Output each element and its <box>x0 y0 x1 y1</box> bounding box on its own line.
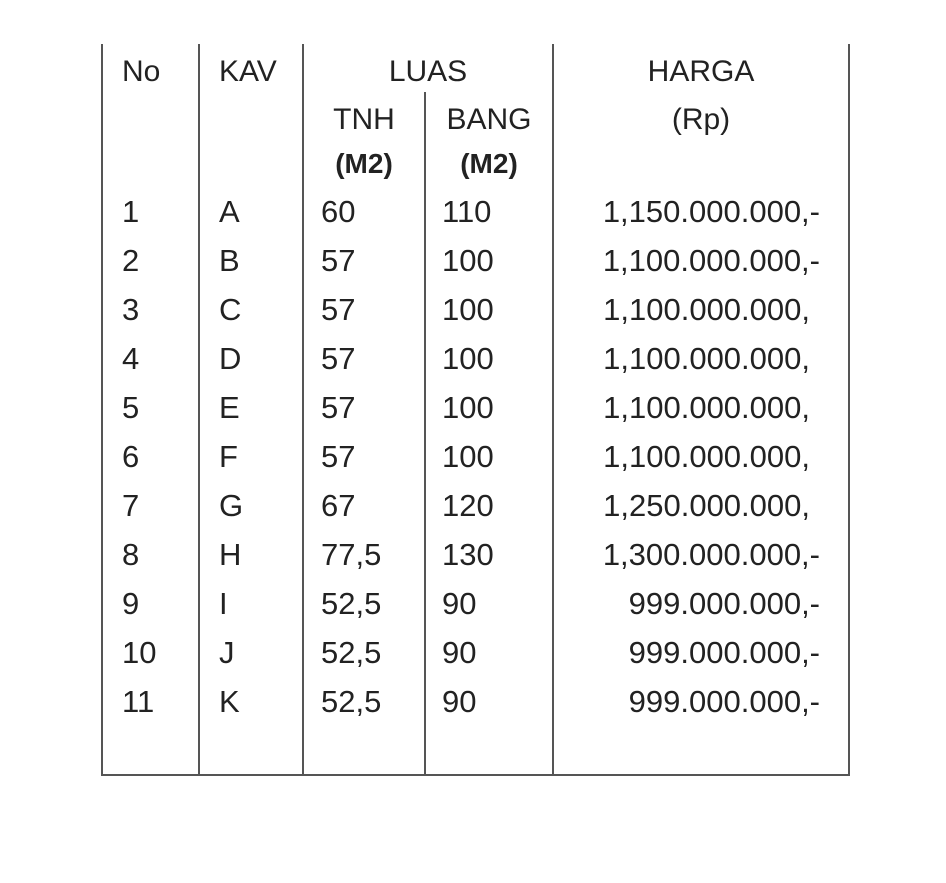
row-harga: 1,100.000.000, <box>603 341 810 376</box>
row-no: 9 <box>122 586 140 621</box>
row-kav: I <box>219 586 228 621</box>
row-tnh: 52,5 <box>321 684 382 719</box>
row-no: 11 <box>122 684 155 719</box>
row-no: 1 <box>122 194 140 229</box>
row-bang: 90 <box>442 586 477 621</box>
row-harga: 1,150.000.000,- <box>602 194 820 229</box>
table-border-left <box>101 44 103 776</box>
row-tnh: 57 <box>321 243 356 278</box>
row-no: 7 <box>122 488 140 523</box>
row-harga: 999.000.000,- <box>628 684 820 719</box>
column-divider-tnh-bang <box>424 92 426 776</box>
header-harga: HARGA <box>647 55 755 88</box>
row-kav: F <box>219 439 238 474</box>
row-tnh: 57 <box>321 390 356 425</box>
row-kav: D <box>219 341 242 376</box>
row-no: 3 <box>122 292 140 327</box>
row-no: 8 <box>122 537 140 572</box>
header-kav: KAV <box>219 55 277 88</box>
header-luas: LUAS <box>388 55 468 88</box>
row-bang: 130 <box>442 537 494 572</box>
row-harga: 1,100.000.000, <box>603 439 810 474</box>
row-bang: 90 <box>442 635 477 670</box>
header-tnh-unit: (M2) <box>335 148 393 179</box>
column-divider-no-kav <box>198 44 200 776</box>
row-tnh: 57 <box>321 341 356 376</box>
row-harga: 999.000.000,- <box>628 586 820 621</box>
header-harga-unit: (Rp) <box>671 103 731 136</box>
header-bang: BANG <box>446 103 532 136</box>
row-kav: H <box>219 537 242 572</box>
row-bang: 100 <box>442 292 494 327</box>
row-bang: 90 <box>442 684 477 719</box>
row-kav: J <box>219 635 235 670</box>
row-no: 10 <box>122 635 157 670</box>
row-bang: 100 <box>442 390 494 425</box>
row-kav: C <box>219 292 242 327</box>
row-no: 6 <box>122 439 140 474</box>
row-tnh: 52,5 <box>321 635 382 670</box>
row-bang: 100 <box>442 439 494 474</box>
row-harga: 1,250.000.000, <box>603 488 810 523</box>
row-no: 4 <box>122 341 140 376</box>
header-tnh: TNH <box>333 103 395 136</box>
row-harga: 1,300.000.000,- <box>602 537 820 572</box>
row-kav: E <box>219 390 240 425</box>
row-kav: B <box>219 243 240 278</box>
row-harga: 1,100.000.000, <box>603 292 810 327</box>
table-border-bottom <box>101 774 850 776</box>
header-bang-unit: (M2) <box>460 148 518 179</box>
row-tnh: 67 <box>321 488 356 523</box>
row-tnh: 57 <box>321 439 356 474</box>
row-tnh: 77,5 <box>321 537 382 572</box>
row-bang: 110 <box>442 194 492 229</box>
row-bang: 100 <box>442 341 494 376</box>
row-bang: 100 <box>442 243 494 278</box>
row-harga: 1,100.000.000,- <box>602 243 820 278</box>
row-harga: 999.000.000,- <box>628 635 820 670</box>
row-tnh: 52,5 <box>321 586 382 621</box>
row-tnh: 60 <box>321 194 356 229</box>
row-tnh: 57 <box>321 292 356 327</box>
row-harga: 1,100.000.000, <box>603 390 810 425</box>
row-no: 5 <box>122 390 140 425</box>
row-kav: G <box>219 488 244 523</box>
row-kav: K <box>219 684 240 719</box>
row-no: 2 <box>122 243 140 278</box>
header-no: No <box>122 55 161 88</box>
row-kav: A <box>219 194 240 229</box>
table-border-right <box>848 44 850 776</box>
row-bang: 120 <box>442 488 494 523</box>
